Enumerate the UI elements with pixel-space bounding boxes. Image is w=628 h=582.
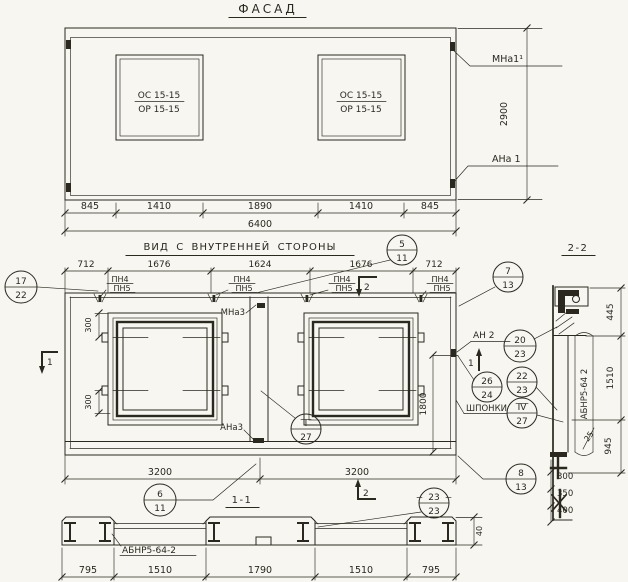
- section11-title: 1-1: [231, 495, 253, 506]
- central-rib: [220, 297, 268, 443]
- hinge: [222, 333, 228, 342]
- slot-label-group-2: [216, 275, 257, 295]
- dim: 1410: [348, 201, 374, 212]
- callout-iv-27: [507, 398, 563, 428]
- section11-profile: [62, 517, 456, 545]
- interior-title: ВИД С ВНУТРЕННЕЙ СТОРОНЫ: [143, 242, 337, 253]
- mark-label-an2: АН 2: [473, 331, 495, 341]
- svg-text:26: 26: [481, 377, 493, 387]
- dim-300-bottom: 300: [84, 394, 93, 410]
- dim-1510: 1510: [606, 366, 616, 390]
- dim: 400: [557, 506, 574, 516]
- svg-text:17: 17: [15, 277, 27, 287]
- svg-text:ШПОНКИ: ШПОНКИ: [466, 404, 507, 414]
- embed-mark: [257, 303, 265, 308]
- window-mark-top: ОС 15-15: [137, 91, 181, 101]
- svg-text:ПН5: ПН5: [235, 284, 253, 293]
- window-mark-bottom: ОР 15-15: [340, 105, 382, 115]
- interior-bottom-dims: [62, 455, 460, 484]
- interior-view: [39, 240, 510, 499]
- svg-text:ПН4: ПН4: [111, 275, 129, 284]
- svg-text:ПН5: ПН5: [113, 284, 131, 293]
- section11-bottom-dims: [59, 548, 460, 581]
- section22-profile: [550, 286, 596, 520]
- dim: 795: [78, 565, 98, 576]
- facade-panel-outline: [65, 28, 456, 200]
- svg-text:22: 22: [516, 372, 528, 382]
- section-mark-2-bottom: [355, 479, 375, 499]
- dim: 1676: [147, 260, 171, 270]
- dim-300-top: 300: [84, 317, 93, 333]
- svg-text:11: 11: [396, 254, 408, 264]
- facade-leader-mna1: [452, 49, 562, 66]
- section-2-2: [548, 243, 626, 526]
- svg-text:13: 13: [515, 483, 527, 493]
- svg-text:23: 23: [428, 493, 440, 503]
- mark-label-ana3: АНа3: [220, 423, 243, 433]
- section-mark-1-right: [468, 348, 482, 370]
- dim-25: 25: [582, 429, 596, 444]
- svg-text:ПН5: ПН5: [335, 284, 353, 293]
- dim: 712: [77, 260, 95, 270]
- embed-mark: [66, 40, 71, 49]
- svg-text:27: 27: [516, 417, 528, 427]
- callout-8-13: [458, 456, 536, 494]
- svg-text:2: 2: [364, 283, 370, 293]
- callout-23-23: [318, 488, 451, 527]
- svg-text:5: 5: [399, 240, 405, 250]
- window-mark-top: ОС 15-15: [339, 91, 383, 101]
- dim-40: 40: [475, 525, 484, 537]
- facade-title: ФАСАД: [238, 2, 298, 16]
- facade-view: [62, 2, 563, 236]
- svg-text:20: 20: [514, 336, 526, 346]
- svg-text:2: 2: [363, 489, 369, 499]
- keys-label: [456, 400, 507, 414]
- dim: 845: [80, 201, 100, 212]
- dim: 1510: [147, 565, 173, 576]
- svg-text:27: 27: [300, 433, 312, 443]
- mark-label-mna3: МНа3: [220, 308, 245, 318]
- svg-text:1: 1: [47, 358, 53, 368]
- dim: 3200: [344, 467, 370, 478]
- section22-stacked-dims: [548, 460, 574, 526]
- section-mark-2-top: [356, 277, 376, 297]
- svg-text:ПН5: ПН5: [433, 284, 451, 293]
- hinge: [102, 386, 108, 395]
- hinge: [102, 333, 108, 342]
- dim-2900: 2900: [499, 101, 510, 127]
- section22-title: 2-2: [567, 243, 589, 254]
- interior-window-right: [298, 313, 424, 425]
- svg-text:1: 1: [468, 359, 474, 369]
- facade-window-left: [116, 55, 203, 140]
- callouts: [5, 235, 563, 527]
- svg-text:I: I: [304, 419, 308, 429]
- svg-text:8: 8: [518, 469, 524, 479]
- svg-text:23: 23: [516, 386, 528, 396]
- dim: 3200: [147, 467, 173, 478]
- svg-text:АБНР5-64-2: АБНР5-64-2: [122, 546, 176, 556]
- mark-label-ana1: АНа 1: [492, 154, 521, 165]
- svg-text:ПН4: ПН4: [333, 275, 351, 284]
- facade-height-dim: [458, 25, 542, 204]
- window-mark-bottom: ОР 15-15: [138, 105, 180, 115]
- callout-17-22: [5, 271, 98, 303]
- dim: 1676: [349, 260, 373, 270]
- dim: 845: [420, 201, 440, 212]
- svg-text:ПН4: ПН4: [233, 275, 251, 284]
- callout-22-23: [507, 367, 557, 410]
- embed-mark: [66, 183, 71, 192]
- facade-bottom-dims: [62, 200, 460, 236]
- section11-thickness-dim: [456, 514, 484, 549]
- svg-text:7: 7: [505, 267, 511, 277]
- svg-text:ПН4: ПН4: [431, 275, 449, 284]
- section-mark-1-left: [39, 352, 57, 374]
- dim: 1410: [146, 201, 172, 212]
- interior-panel-outline: [65, 293, 456, 455]
- svg-text:6: 6: [157, 490, 163, 500]
- dim-total: 6400: [247, 219, 273, 230]
- hinge: [298, 386, 304, 395]
- svg-text:22: 22: [15, 291, 27, 301]
- embed-mark: [253, 438, 264, 443]
- dim-1800: 1800: [419, 392, 429, 416]
- hinge: [298, 333, 304, 342]
- dim: 1790: [247, 565, 273, 576]
- dim: 795: [421, 565, 441, 576]
- dim: 350: [557, 489, 574, 499]
- rib-symbols: [65, 523, 453, 541]
- dim: 300: [557, 472, 574, 482]
- svg-text:24: 24: [481, 391, 493, 401]
- svg-text:23: 23: [514, 350, 526, 360]
- dim: 712: [425, 260, 443, 270]
- callout-20-23: [504, 327, 557, 362]
- callout-7-13: [459, 262, 523, 306]
- dim: 1890: [247, 201, 273, 212]
- facade-leader-ana1: [452, 154, 558, 184]
- interior-height-dim: [419, 352, 458, 456]
- svg-text:13: 13: [502, 281, 514, 291]
- svg-text:11: 11: [154, 504, 166, 514]
- hinge: [418, 333, 424, 342]
- facade-window-right: [318, 55, 405, 140]
- svg-text:IV: IV: [517, 403, 527, 413]
- dim-445: 445: [606, 303, 616, 321]
- series-label-vertical: АБНР5-64 2: [580, 368, 590, 420]
- dim: 1624: [248, 260, 272, 270]
- mark-label-mna1: МНа1¹: [492, 54, 524, 65]
- hinge: [222, 386, 228, 395]
- dim: 1510: [348, 565, 374, 576]
- dim-945: 945: [604, 437, 614, 455]
- interior-window-left: [102, 313, 228, 425]
- window-offset-dims: [84, 310, 110, 417]
- lifting-slots: [94, 294, 427, 302]
- svg-text:23: 23: [428, 507, 440, 517]
